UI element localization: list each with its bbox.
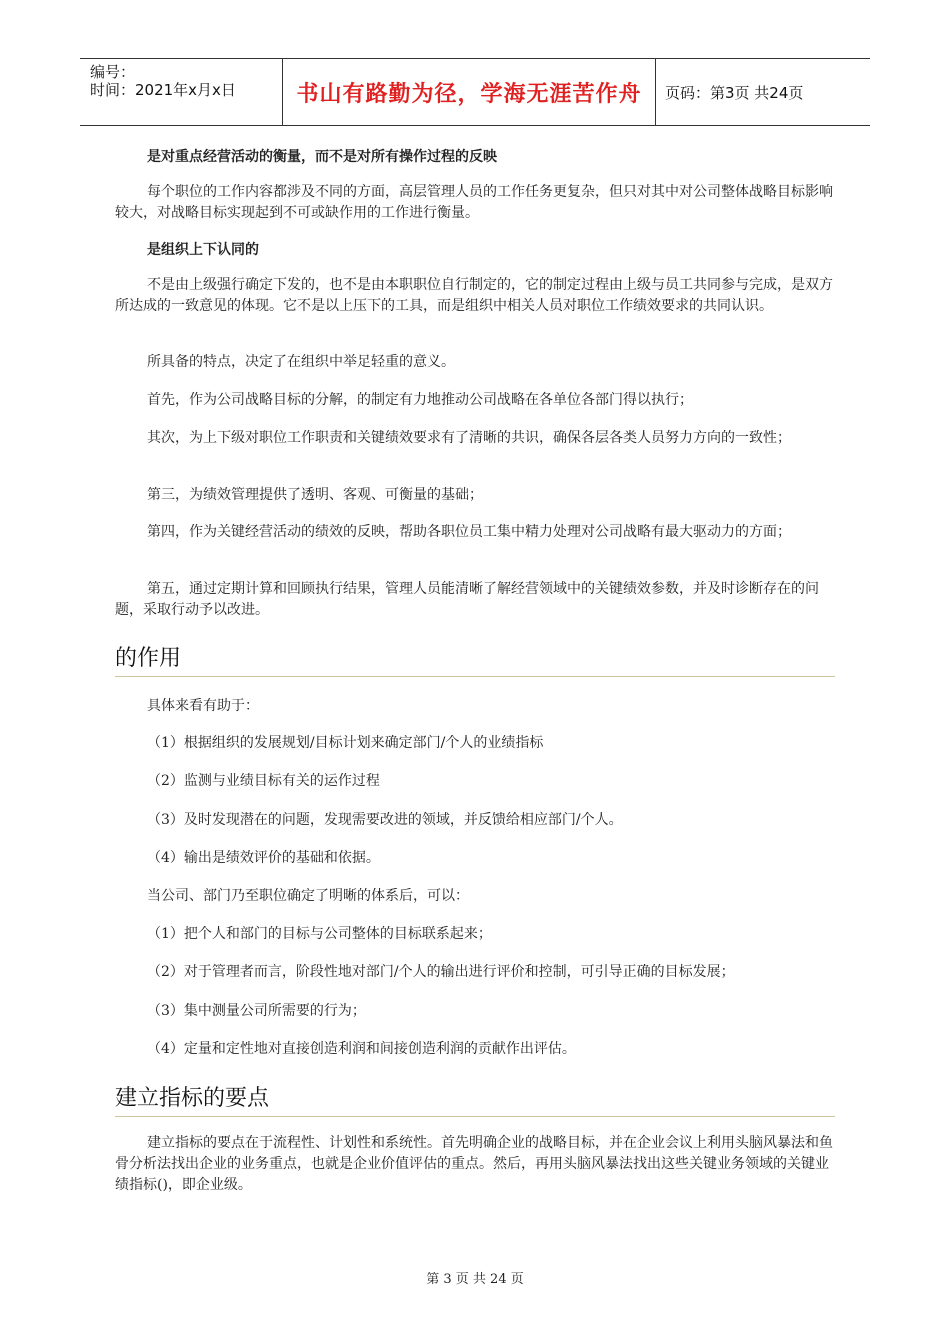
list-item: （2）监测与业绩目标有关的运作过程 (147, 773, 380, 789)
section-heading-role: 的作用 (115, 644, 835, 677)
paragraph: 其次，为上下级对职位工作职责和关键绩效要求有了清晰的共识，确保各层各类人员努力方向的一致性； (147, 430, 791, 446)
subheading-consensus: 是组织上下认同的 (147, 242, 259, 258)
intro-text: 当公司、部门乃至职位确定了明晰的体系后，可以： (147, 888, 469, 904)
date-label: 时间：2021年x月x日 (90, 81, 236, 99)
list-item: （1）把个人和部门的目标与公司整体的目标联系起来； (147, 926, 492, 942)
paragraph: 所具备的特点，决定了在组织中举足轻重的意义。 (147, 354, 455, 370)
paragraph: 第四，作为关键经营活动的绩效的反映，帮助各职位员工集中精力处理对公司战略有最大驱动力的方面； (147, 524, 791, 540)
header-motto: 书山有路勤为径，学海无涯苦作舟 (282, 59, 656, 125)
paragraph: 首先，作为公司战略目标的分解，的制定有力地推动公司战略在各单位各部门得以执行； (147, 392, 693, 408)
list-item: （2）对于管理者而言，阶段性地对部门/个人的输出进行评价和控制，可引导正确的目标发展； (147, 964, 735, 980)
list-item: （4）输出是绩效评价的基础和依据。 (147, 850, 380, 866)
list-item: （4）定量和定性地对直接创造利润和间接创造利润的贡献作出评估。 (147, 1041, 576, 1057)
number-label: 编号： (90, 63, 136, 81)
subheading-key-activities: 是对重点经营活动的衡量，而不是对所有操作过程的反映 (147, 149, 497, 165)
list-item: （1）根据组织的发展规划/目标计划来确定部门/个人的业绩指标 (147, 735, 544, 751)
paragraph: 每个职位的工作内容都涉及不同的方面，高层管理人员的工作任务更复杂，但只对其中对公司整体战略目标影响较大，对战略目标实现起到不可或缺作用的工作进行衡量。 (115, 184, 833, 221)
list-item: （3）集中测量公司所需要的行为； (147, 1003, 366, 1019)
page-footer: 第 3 页 共 24 页 (426, 1272, 524, 1287)
header-page-info: 页码：第3页 共24页 (665, 83, 804, 102)
section-heading-key-points: 建立指标的要点 (115, 1084, 835, 1117)
intro-text: 具体来看有助于： (147, 698, 259, 714)
paragraph: 第五，通过定期计算和回顾执行结果，管理人员能清晰了解经营领域中的关键绩效参数，并及时诊断存在的问题，采取行动予以改进。 (115, 581, 819, 618)
paragraph: 不是由上级强行确定下发的，也不是由本职职位自行制定的，它的制定过程由上级与员工共同参与完成，是双方所达成的一致意见的体现。它不是以上压下的工具，而是组织中相关人员对职位工作绩效要求的共同认识。 (115, 277, 833, 314)
header-meta (80, 59, 282, 125)
paragraph: 第三，为绩效管理提供了透明、客观、可衡量的基础； (147, 487, 483, 503)
page-header (80, 58, 870, 126)
paragraph: 建立指标的要点在于流程性、计划性和系统性。首先明确企业的战略目标，并在企业会议上利用头脑风暴法和鱼骨分析法找出企业的业务重点，也就是企业价值评估的重点。然后，再用头脑风暴法找出这些关键业务领域的关键业绩指标()，即企业级。 (115, 1135, 833, 1193)
list-item: （3）及时发现潜在的问题，发现需要改进的领域，并反馈给相应部门/个人。 (147, 812, 623, 828)
